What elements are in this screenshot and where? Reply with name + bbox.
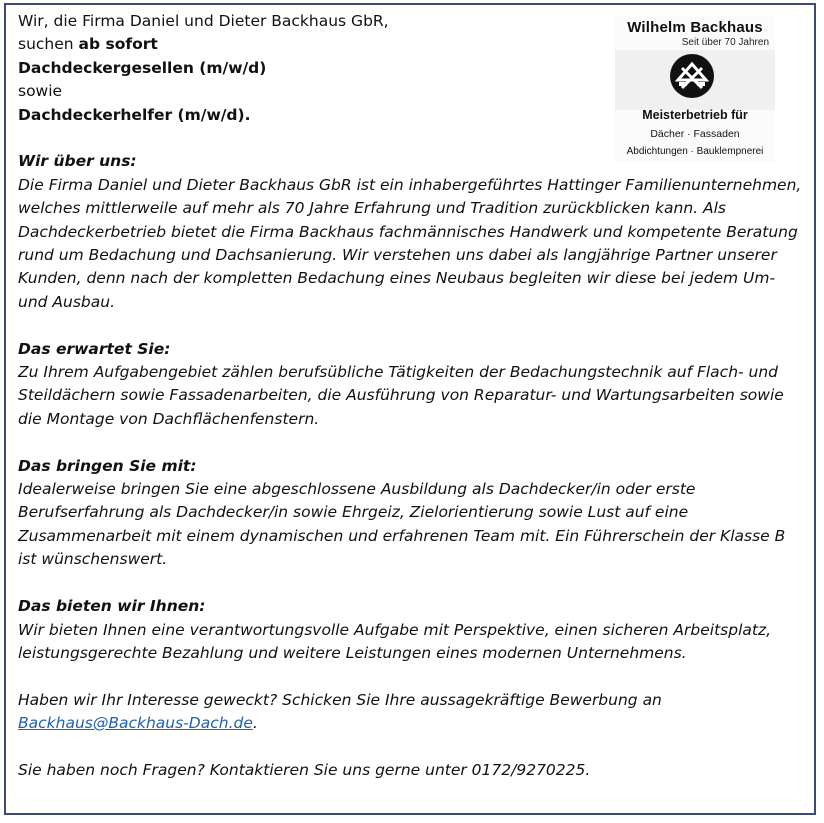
logo-name: Wilhelm Backhaus	[627, 19, 763, 36]
about-line: und Ausbau.	[18, 292, 116, 311]
job-posting	[18, 10, 808, 782]
offer-line: leistungsgerechte Bezahlung und weitere Leistungen eines modernen Unternehmens.	[18, 643, 687, 662]
offer-body	[18, 619, 808, 666]
logo-since: Seit über 70 Jahren	[681, 37, 769, 48]
apply-line: Haben wir Ihr Interesse geweckt? Schicken Sie Ihre aussagekräftige Bewerbung an	[18, 690, 662, 709]
logo-line1: Meisterbetrieb für	[642, 108, 748, 122]
about-line: rund um Bedachung und Dachsanierung. Wir verstehen uns dabei als langjährige Partner unserer	[18, 246, 777, 265]
expect-line: die Montage von Dachflächenfenstern.	[18, 409, 320, 428]
contact-line: Sie haben noch Fragen? Kontaktieren Sie uns gerne unter 0172/9270225.	[18, 760, 591, 779]
about-body	[18, 174, 808, 314]
about-line: Dachdeckerbetrieb bietet die Firma Backhaus fachmännisches Handwerk und kompetente Beratung	[18, 222, 798, 241]
intro-start-date: ab sofort	[78, 35, 158, 54]
apply-block	[18, 689, 808, 736]
about-line: Die Firma Daniel und Dieter Backhaus GbR ist ein inhabergeführtes Hattinger Familienunternehmen,	[18, 175, 802, 194]
bring-line: Zusammenarbeit mit einem dynamischen und erfahrenen Team mit. Ein Führerschein der Klasse B	[18, 526, 786, 545]
logo-line2: Dächer · Fassaden	[650, 128, 740, 140]
expect-line: Steildächern sowie Fassadenarbeiten, die Ausführung von Reparatur- und Wartungsarbeiten sowie	[18, 386, 784, 405]
heading-offer: Das bieten wir Ihnen:	[18, 597, 206, 616]
about-line: welches mittlerweile auf mehr als 70 Jahre Erfahrung und Tradition zurückblicken kann. Als	[18, 199, 727, 218]
intro-line2-text: suchen	[18, 35, 79, 54]
logo-line3: Abdichtungen · Bauklempnerei	[626, 146, 764, 157]
intro-line2	[18, 33, 808, 56]
email-link[interactable]: Backhaus@Backhaus-Dach.de	[18, 714, 253, 733]
heading-bring: Das bringen Sie mit:	[18, 456, 197, 475]
heading-expect: Das erwartet Sie:	[18, 339, 171, 358]
offer-line: Wir bieten Ihnen eine verantwortungsvolle Aufgabe mit Perspektive, einen sicheren Arbeitsplatz,	[18, 620, 772, 639]
expect-body	[18, 361, 808, 431]
heading-about: Wir über uns:	[18, 152, 137, 171]
bring-line: ist wünschenswert.	[18, 550, 168, 569]
intro-line1: Wir, die Firma Daniel und Dieter Backhaus GbR,	[18, 12, 389, 30]
email-suffix: .	[252, 714, 258, 733]
intro-connector: sowie	[18, 82, 63, 101]
bring-line: Idealerweise bringen Sie eine abgeschlossene Ausbildung als Dachdecker/in oder erste	[18, 480, 696, 499]
bring-body	[18, 478, 808, 572]
about-line: Kunden, denn nach der kompletten Bedachung eines Neubaus begleiten wir diese bei jedem Um-	[18, 269, 776, 288]
bring-line: Berufserfahrung als Dachdecker/in sowie Ehrgeiz, Zielorientierung sowie Lust auf eine	[18, 503, 689, 522]
position-1: Dachdeckergesellen (m/w/d)	[18, 58, 267, 77]
apply-email-line	[18, 712, 808, 735]
expect-line: Zu Ihrem Aufgabengebiet zählen berufsübliche Tätigkeiten der Bedachungstechnik auf Flach- und	[18, 363, 779, 382]
position-2: Dachdeckerhelfer (m/w/d).	[18, 105, 251, 124]
